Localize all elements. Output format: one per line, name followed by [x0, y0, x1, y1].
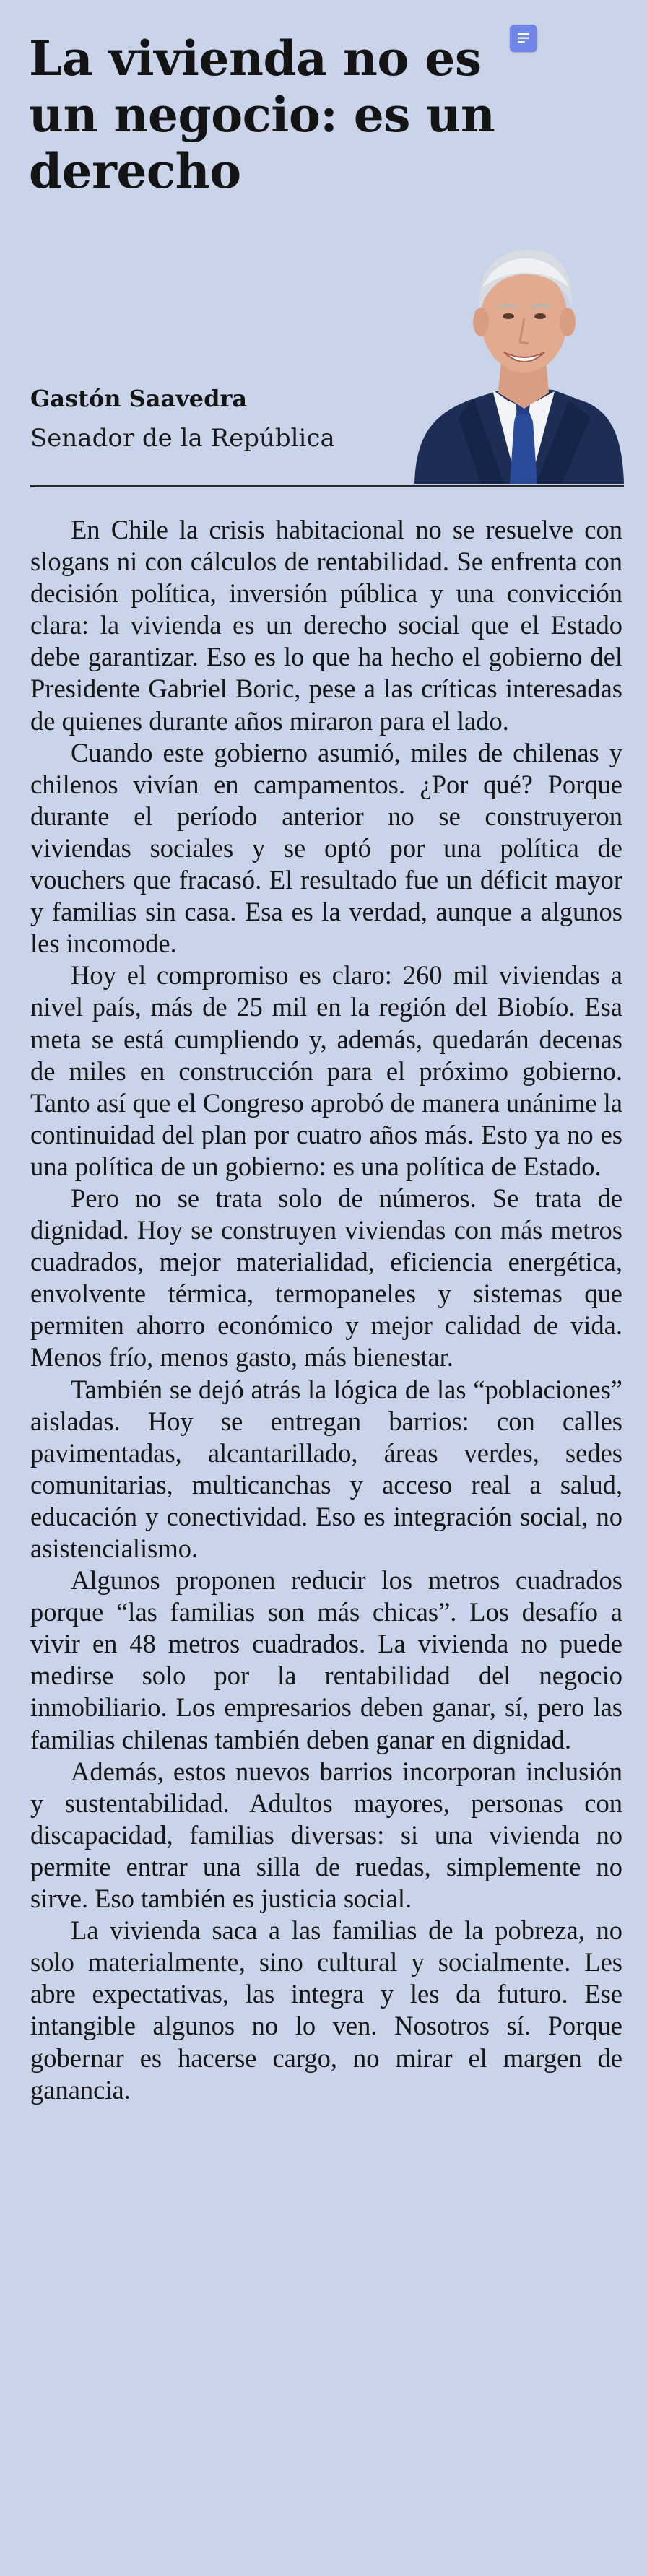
author-name: Gastón Saavedra — [30, 385, 248, 412]
paragraph: Cuando este gobierno asumió, miles de chilenas y chilenos vivían en campamentos. ¿Por qué? Porque durante el período anterior no se construyeron viviendas sociales y se optó por una política de vouchers que fracasó. El resultado fue un déficit mayor y familias sin casa. Esa es la verdad, aunque a algunos les incomode. — [30, 737, 622, 959]
document-icon[interactable] — [510, 25, 537, 52]
author-portrait — [401, 201, 627, 484]
paragraph: Algunos proponen reducir los metros cuadrados porque “las familias son más chicas”. Los desafío a vivir en 48 metros cuadrados. La vivienda no puede medirse solo por la rentabilidad del negocio inmobiliario. Los empresarios deben ganar, sí, pero las familias chilenas también deben ganar en dignidad. — [30, 1565, 622, 1754]
paragraph: En Chile la crisis habitacional no se resuelve con slogans ni con cálculos de rentabilidad. Se enfrenta con decisión política, inversión pública y una convicción clara: la vivienda es un derecho social que el Estado debe garantizar. Eso es lo que ha hecho el gobierno del Presidente Gabriel Boric, pese a las críticas interesadas de quienes durante años miraron para el lado. — [30, 515, 622, 736]
byline-divider — [30, 485, 624, 487]
paragraph: Hoy el compromiso es claro: 260 mil viviendas a nivel país, más de 25 mil en la región del Biobío. Esa meta se está cumpliendo y, además, quedarán decenas de miles en construcción para el próximo gobierno. Tanto así que el Congreso aprobó de manera unánime la continuidad del plan por cuatro años más. Esto ya no es una política de un gobierno: es una política de Estado. — [30, 960, 622, 1181]
paragraph: La vivienda saca a las familias de la pobreza, no solo materialmente, sino cultural y socialmente. Les abre expectativas, las integra y les da futuro. Ese intangible algunos no lo ven. Nosotros sí. Porque gobernar es hacerse cargo, no mirar el margen de ganancia. — [30, 1915, 622, 2105]
paragraph: Pero no se trata solo de números. Se trata de dignidad. Hoy se construyen viviendas con más metros cuadrados, mejor materialidad, eficiencia energética, envolvente térmica, termopaneles y sistemas que permiten ahorro económico y mejor calidad de vida. Menos frío, menos gasto, más bienestar. — [30, 1183, 622, 1372]
paragraph: Además, estos nuevos barrios incorporan inclusión y sustentabilidad. Adultos mayores, personas con discapacidad, familias diversas: si una vivienda no permite entrar una silla de ruedas, simplemente no sirve. Eso también es justicia social. — [30, 1756, 622, 1914]
article-headline: La vivienda no es un negocio: es un derecho — [29, 30, 495, 199]
article-body — [30, 514, 622, 2106]
paragraph: También se dejó atrás la lógica de las “poblaciones” aisladas. Hoy se entregan barrios: con calles pavimentadas, alcantarillado, áreas verdes, sedes comunitarias, multicanchas y acceso real a salud, educación y conectividad. Eso es integración social, no asistencialismo. — [30, 1374, 622, 1563]
author-role: Senador de la República — [30, 424, 335, 453]
